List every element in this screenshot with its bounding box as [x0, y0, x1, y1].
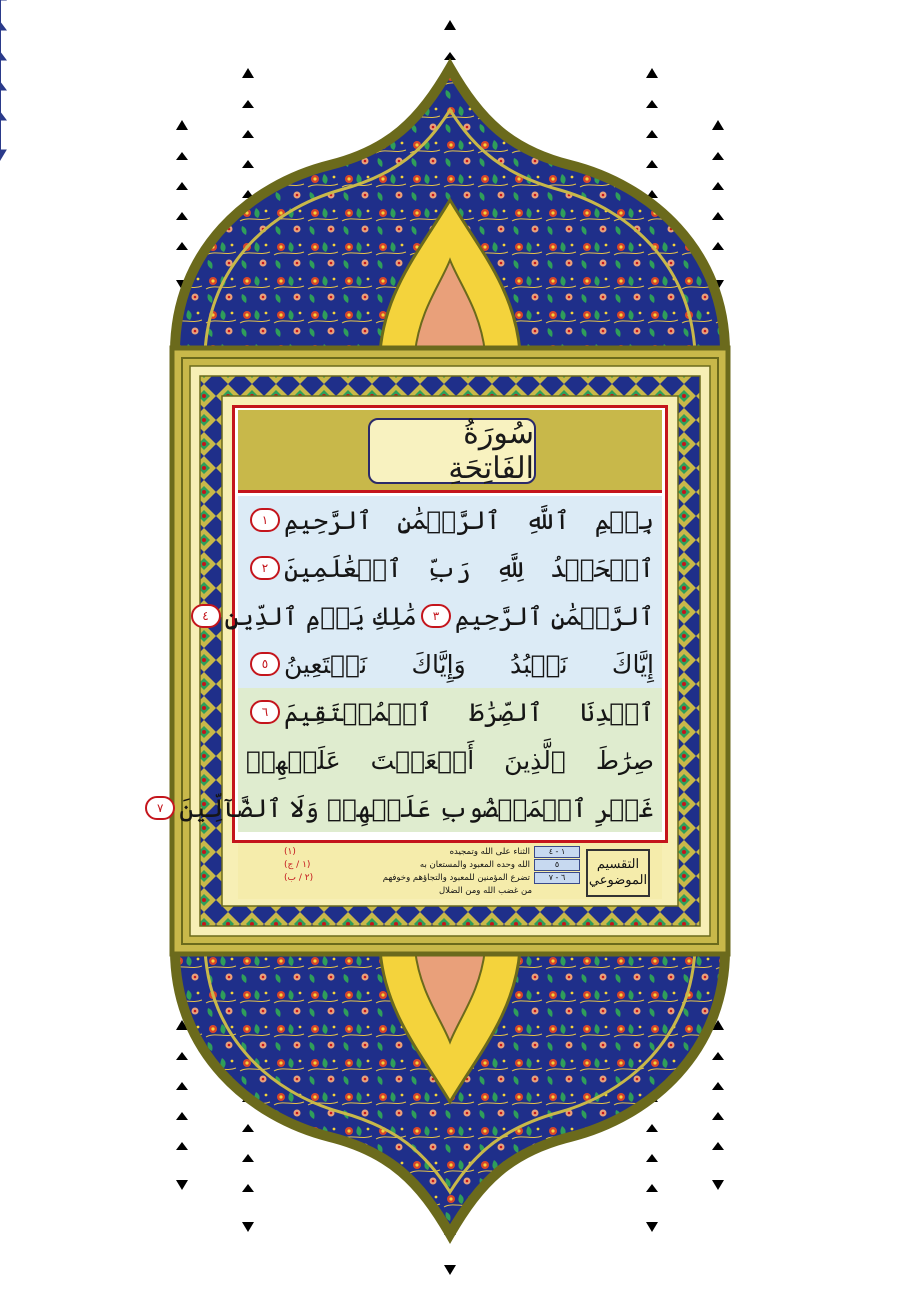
legend-text: من غضب الله ومن الضلال: [438, 886, 532, 896]
verse-end-marker: ٦: [250, 700, 280, 724]
verse-text: بِسۡمِ ٱللَّهِ ٱلرَّحۡمَٰنِ ٱلرَّحِيمِ: [284, 505, 654, 535]
verse-end-marker: ٢: [250, 556, 280, 580]
verse-line: [238, 688, 662, 736]
verse-line: [238, 544, 662, 592]
verse-line: [238, 640, 662, 688]
verse-end-marker: ١: [250, 508, 280, 532]
verse-text: ٱلرَّحۡمَٰنِ ٱلرَّحِيمِ: [454, 601, 654, 631]
verse-text: مَٰلِكِ يَوۡمِ ٱلدِّينِ: [224, 601, 417, 631]
verses-panel: [157, 496, 662, 836]
verse-text: ٱلۡحَمۡدُ لِلَّهِ رَبِّ ٱلۡعَٰلَمِينَ: [284, 553, 654, 583]
legend-text: تضرع المؤمنين للمعبود والتجاؤهم وخوفهم: [382, 873, 530, 883]
legend-range: [536, 886, 580, 896]
legend-ref: (١): [284, 847, 296, 857]
verse-mid-marker: ٣: [421, 604, 451, 628]
verse-text: صِرَٰطَ ٱلَّذِينَ أَنۡعَمۡتَ عَلَيۡهِمۡ: [246, 745, 654, 775]
legend-range: ١ - ٤: [534, 846, 580, 858]
legend-text: الثناء على الله وتمجيده: [449, 847, 530, 857]
verse-line: [238, 496, 662, 544]
verse-text: غَيۡرِ ٱلۡمَغۡضُوبِ عَلَيۡهِمۡ وَلَا ٱلضَّآلِّينَ: [179, 793, 654, 823]
verse-end-marker: ٤: [191, 604, 221, 628]
legend-row: [383, 872, 580, 884]
legend-ref: (١ / ج): [284, 860, 311, 870]
legend-row: [450, 846, 580, 858]
verse-text: ٱهۡدِنَا ٱلصِّرَٰطَ ٱلۡمُسۡتَقِيمَ: [284, 697, 654, 727]
legend-ref: (٢ / ب): [284, 873, 314, 883]
legend-title: [586, 849, 650, 897]
legend-range: ٦ - ٧: [534, 872, 580, 884]
legend-text: الله وحده المعبود والمستعان به: [419, 860, 530, 870]
verse-end-marker: ٧: [145, 796, 175, 820]
verse-line: [157, 784, 662, 832]
verse-text: إِيَّاكَ نَعۡبُدُ وَإِيَّاكَ نَسۡتَعِينُ: [284, 649, 654, 679]
legend-title-line: التقسيم: [596, 857, 640, 872]
legend-row: [439, 885, 580, 897]
arrow-finial-icon: [0, 0, 6, 160]
legend-title-line: الموضوعي: [588, 873, 648, 888]
legend-range: ٥: [534, 859, 580, 871]
thematic-division-legend: [238, 843, 662, 899]
verse-line: [238, 736, 662, 784]
verse-line: [202, 592, 662, 640]
surah-title: سُورَةُ الفَاتِحَةِ: [368, 418, 536, 484]
verse-end-marker: ٥: [250, 652, 280, 676]
legend-row: [420, 859, 580, 871]
